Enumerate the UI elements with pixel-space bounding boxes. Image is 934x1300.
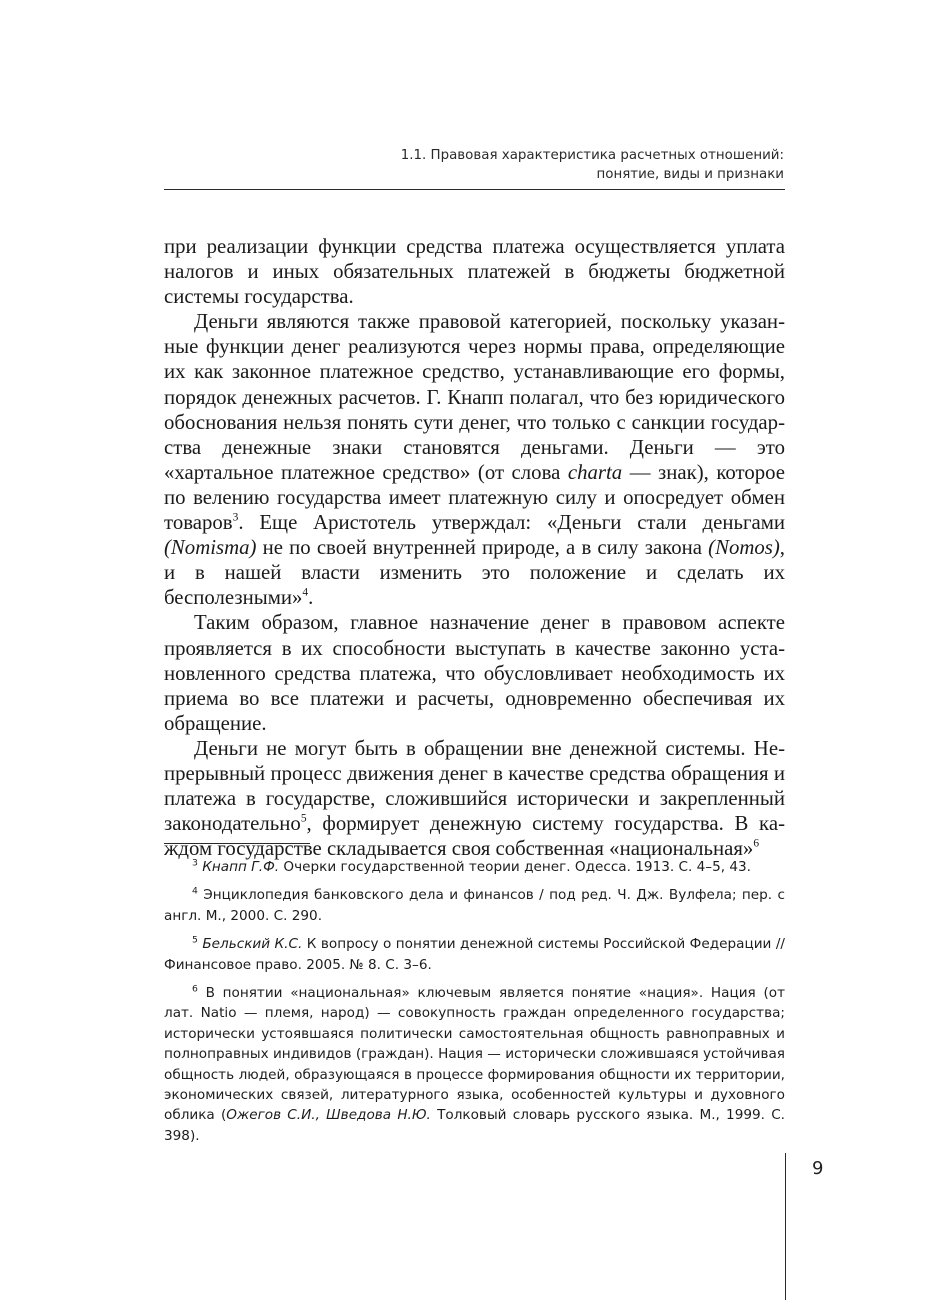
footnote-ref-5[interactable]: 5 bbox=[300, 812, 307, 825]
text-run: Деньги не могут быть в обращении вне денежной системы. Непрерывный процесс движения денег в качестве средства обращения и платежа в государстве, сложившийся исторически и закрепленный законодательно bbox=[164, 736, 785, 836]
footnote-ref-4[interactable]: 4 bbox=[302, 586, 309, 599]
running-head-line-2: понятие, виды и признаки bbox=[596, 167, 784, 182]
footnote-number: 4 bbox=[192, 885, 198, 897]
italic-term: (Nomos) bbox=[708, 536, 780, 560]
text-run: не по своей внутренней природе, а в силу закона bbox=[256, 536, 709, 560]
footnotes bbox=[164, 857, 785, 1154]
footnote-ref-6[interactable]: 6 bbox=[753, 837, 760, 850]
italic-term: (Nomisma) bbox=[164, 536, 257, 560]
paragraph-1: при реализации функции средства платежа осуществляется уплата налогов и иных обязательных платежей в бюджеты бюджетной системы государства. bbox=[164, 235, 785, 309]
footnote-number: 3 bbox=[192, 857, 198, 869]
footnote-text: Очерки государственной теории денег. Одесса. 1913. С. 4–5, 43. bbox=[279, 859, 751, 875]
text-run: . bbox=[308, 586, 314, 610]
footnote-separator bbox=[164, 843, 310, 844]
text-run: Деньги являются также правовой категорией, поскольку указанные функции денег реализуются через нормы права, определяющие их как законное платежное средство, устанавливающие его формы, порядок денежных расчетов. Г. Кнапп полагал, что без юридического обоснования нельзя понять сути денег, что только с санкции государства денежные знаки становятся деньгами. Деньги — это «хартальное платежное средство» (от слова bbox=[164, 310, 785, 484]
running-head-line-1: 1.1. Правовая характеристика расчетных отношений: bbox=[400, 148, 784, 163]
text-run: , формирует денежную систему государства. В каждом государстве складывается своя собственная «национальная» bbox=[164, 812, 785, 861]
footnote-5 bbox=[164, 934, 785, 975]
text-run: — знак), которое по велению государства имеет платежную силу и опосредует обмен товаров bbox=[164, 460, 785, 535]
footnote-4 bbox=[164, 885, 785, 926]
footnote-text: Энциклопедия банковского дела и финансов / под ред. Ч. Дж. Вулфела; пер. с англ. М., 2000. С. 290. bbox=[164, 887, 785, 924]
footnote-number: 6 bbox=[192, 983, 198, 995]
running-head bbox=[164, 146, 784, 184]
text-run: , и в нашей власти изменить это положение и сделать их бесполезными» bbox=[164, 536, 785, 610]
text-run: . Еще Аристотель утверждал: «Деньги стали деньгами bbox=[238, 511, 785, 535]
page-edge-rule bbox=[785, 1153, 786, 1300]
header-rule bbox=[164, 189, 785, 190]
main-text bbox=[164, 234, 785, 861]
footnote-3 bbox=[164, 857, 785, 877]
footnote-ref-3[interactable]: 3 bbox=[232, 511, 239, 524]
footnote-author: Ожегов С.И., Шведова Н.Ю. bbox=[226, 1107, 431, 1124]
footnote-6 bbox=[164, 983, 785, 1146]
footnote-author: Кнапп Г.Ф. bbox=[202, 859, 280, 875]
paragraph-3: Таким образом, главное назначение денег в правовом аспекте проявляется в их способности выступать в качестве законно установленного средства платежа, что обусловливает необходимость их приема во все платежи и расчеты, одновременно обеспечивая их обращение. bbox=[164, 611, 785, 735]
footnote-text: В понятии «национальная» ключевым является понятие «нация». Нация (от лат. Natio — племя, народ) — совокупность граждан определенного государства; исторически устоявшаяся политически самостоятельная общность равноправных и полноправных индивидов (граждан). Нация — исторически сложившаяся устойчивая общность людей, образующаяся в процессе формирования общности их территории, экономических связей, литературного языка, особенностей культуры и духовного облика ( bbox=[164, 985, 785, 1124]
footnote-author: Бельский К.С. bbox=[202, 936, 303, 953]
italic-term: charta bbox=[567, 460, 623, 484]
footnote-text: К вопросу о понятии денежной системы Российской Федерации // Финансовое право. 2005. № 8. С. 3–6. bbox=[164, 936, 785, 973]
footnote-text: Толковый словарь русского языка. М., 1999. С. 398). bbox=[164, 1107, 786, 1144]
page-number: 9 bbox=[812, 1158, 824, 1179]
footnote-number: 5 bbox=[192, 934, 198, 946]
paragraph-2 bbox=[164, 309, 785, 610]
